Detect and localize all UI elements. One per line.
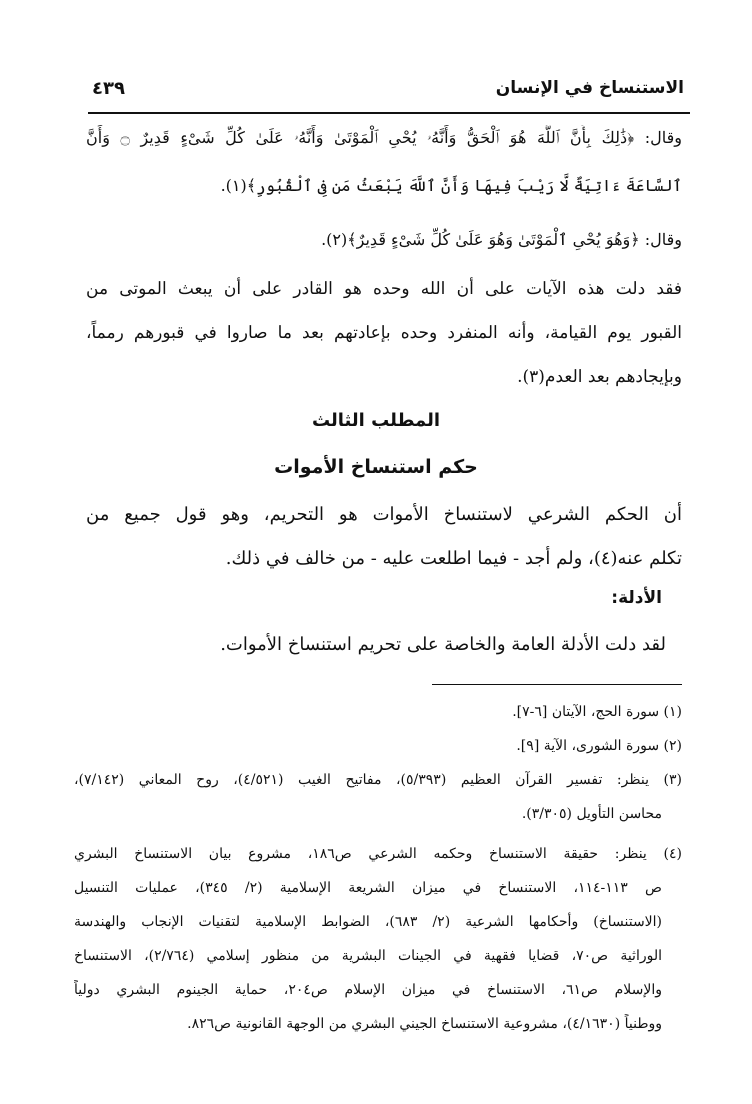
- footnote: (الاستنساخ) وأحكامها الشرعية (٢/ ٦٨٣)، الضوابط الإسلامية لتقنيات الإنجاب والهندسة: [74, 914, 662, 930]
- footnote-divider: [432, 684, 682, 685]
- verse-line: ٱلسَّاعَةَ ءَاتِيَةٌ لَّا رَيْبَ فِيهَا وَأَنَّ ٱللَّهَ يَبْعَثُ مَن فِى ٱلْقُبُورِ﴾(١).: [220, 176, 682, 195]
- page-header: [88, 72, 690, 114]
- paragraph-line: القبور يوم القيامة، وأنه المنفرد وحده بإعادتهم بعد ما صاروا في قبورهم رمماً،: [86, 323, 682, 343]
- running-title: الاستنساخ في الإنسان: [495, 78, 684, 98]
- footnote: (٣) ينظر: تفسير القرآن العظيم (٥/٣٩٣)، مفاتيح الغيب (٤/٥٢١)، روح المعاني (٧/١٤٢)،: [74, 772, 682, 788]
- footnote: (٢) سورة الشورى، الآية [٩].: [516, 738, 682, 754]
- evidence-label: الأدلة:: [611, 588, 662, 608]
- footnote: (٤) ينظر: حقيقة الاستنساخ وحكمه الشرعي ص١٨٦، مشروع بيان الاستنساخ البشري: [74, 846, 682, 862]
- footnote: الوراثية ص٧٠، قضايا فقهية في الجينات البشرية من منظور إسلامي (٢/٧٦٤)، الاستنساخ: [74, 948, 662, 964]
- verse-line: وقال: ﴿ذَٰلِكَ بِأَنَّ ٱللَّهَ هُوَ ٱلْحَقُّ وَأَنَّهُۥ يُحْىِ ٱلْمَوْتَىٰ وَأَنَّهُۥ عَلَىٰ كُلِّ شَىْءٍ قَدِيرٌ ۝ وَأَنَّ: [86, 128, 682, 147]
- paragraph-line: وبإيجادهم بعد العدم(٣).: [517, 367, 682, 387]
- ruling-line: تكلم عنه(٤)، ولم أجد - فيما اطلعت عليه - من خالف في ذلك.: [225, 548, 682, 569]
- paragraph-line: فقد دلت هذه الآيات على أن الله وحده هو القادر على أن يبعث الموتى من: [86, 279, 682, 299]
- footnote: ووطنياً (٤/١٦٣٠)، مشروعية الاستنساخ الجيني البشري من الوجهة القانونية ص٨٢٦.: [187, 1016, 662, 1032]
- footnote: محاسن التأويل (٣/٣٠٥).: [521, 806, 662, 822]
- footnote: (١) سورة الحج، الآيتان [٦-٧].: [512, 704, 682, 720]
- evidence-text: لقد دلت الأدلة العامة والخاصة على تحريم استنساخ الأموات.: [220, 634, 666, 655]
- section-heading: المطلب الثالث: [311, 410, 441, 431]
- footnote: والإسلام ص٦١، الاستنساخ في ميزان الإسلام ص٢٠٤، حماية الجينوم البشري دولياً: [74, 982, 662, 998]
- footnote: ص ١١٣-١١٤، الاستنساخ في ميزان الشريعة الإسلامية (٢/ ٣٤٥)، عمليات التنسيل: [74, 880, 662, 896]
- section-title: حكم استنساخ الأموات: [274, 456, 478, 478]
- page-number: ٤٣٩: [92, 78, 125, 99]
- ruling-line: أن الحكم الشرعي لاستنساخ الأموات هو التحريم، وهو قول جميع من: [86, 504, 682, 525]
- verse-line: وقال: ﴿وَهُوَ يُحْىِ ٱلْمَوْتَىٰ وَهُوَ عَلَىٰ كُلِّ شَىْءٍ قَدِيرٌ﴾(٢).: [321, 230, 682, 249]
